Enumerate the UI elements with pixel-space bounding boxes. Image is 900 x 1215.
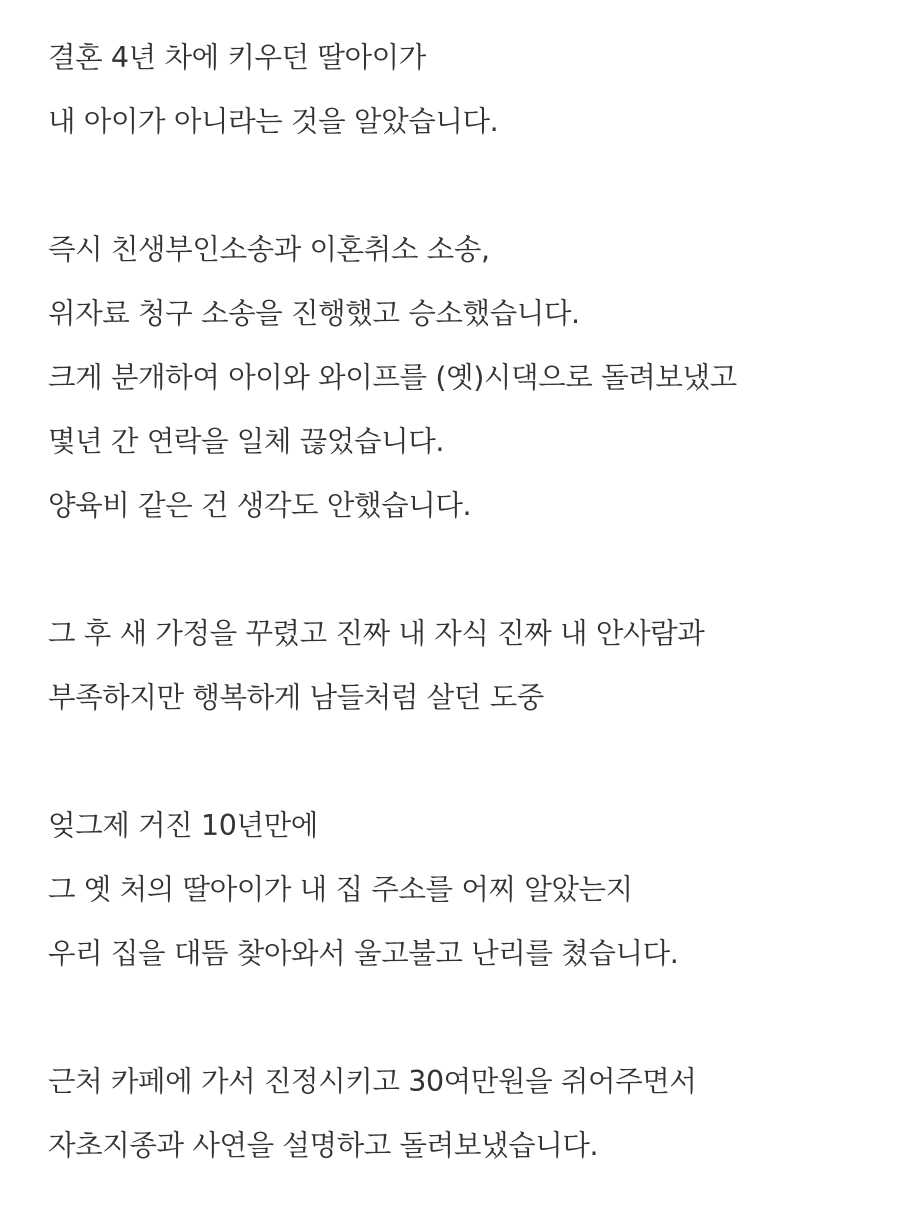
paragraph-visit — [48, 801, 888, 993]
text-line: 결혼 4년 차에 키우던 딸아이가 — [48, 41, 426, 74]
paragraph-gap — [48, 161, 888, 225]
post-body — [48, 33, 888, 1185]
text-line: 근처 카페에 가서 진정시키고 30여만원을 쥐어주면서 — [48, 1065, 697, 1098]
paragraph-cafe — [48, 1057, 888, 1185]
paragraph-gap — [48, 545, 888, 609]
paragraph-discovery — [48, 33, 888, 161]
paragraph-lawsuits — [48, 225, 888, 545]
text-line: 즉시 친생부인소송과 이혼취소 소송, — [48, 233, 490, 266]
paragraph-new-family — [48, 609, 888, 737]
text-line: 그 후 새 가정을 꾸렸고 진짜 내 자식 진짜 내 안사람과 — [48, 617, 705, 650]
paragraph-gap — [48, 737, 888, 801]
paragraph-gap — [48, 993, 888, 1057]
text-line: 부족하지만 행복하게 남들처럼 살던 도중 — [48, 681, 544, 714]
text-line: 자초지종과 사연을 설명하고 돌려보냈습니다. — [48, 1129, 599, 1162]
text-line: 양육비 같은 건 생각도 안했습니다. — [48, 489, 472, 522]
text-line: 우리 집을 대뜸 찾아와서 울고불고 난리를 쳤습니다. — [48, 937, 679, 970]
text-line: 엊그제 거진 10년만에 — [48, 809, 318, 842]
text-line: 그 옛 처의 딸아이가 내 집 주소를 어찌 알았는지 — [48, 873, 633, 906]
text-line: 크게 분개하여 아이와 와이프를 (옛)시댁으로 돌려보냈고 — [48, 361, 737, 394]
text-line: 위자료 청구 소송을 진행했고 승소했습니다. — [48, 297, 580, 330]
text-line: 내 아이가 아니라는 것을 알았습니다. — [48, 105, 499, 138]
text-line: 몇년 간 연락을 일체 끊었습니다. — [48, 425, 445, 458]
